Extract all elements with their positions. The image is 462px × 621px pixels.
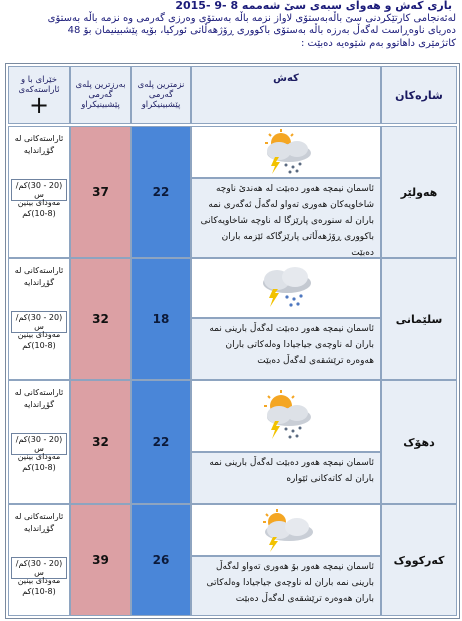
wind-state: ئاراستەکانی لە گۆڕاندایە <box>14 134 64 155</box>
min-temp-cell: 22 <box>131 126 191 258</box>
forecast-intro-line: لەئەنجامی کارتێکردنی سێ باڵەبەستۆی لاواز نزمە باڵە بەستۆی وەرزی گەرمی وە نزمە باڵە بەستۆی <box>47 12 456 24</box>
forecast-intro-line: دەریای ناوەڕاست لەگەڵ بەرزە باڵە بەستۆی باکووری ڕۆژهەڵاتی ئورکیا، بۆیە پێشبینیمان بۆ 48 <box>67 25 456 36</box>
plus-icon: + <box>28 91 50 119</box>
visibility-value: (10-8)کم <box>22 209 56 218</box>
visibility-label: مەودای بینین <box>17 576 61 585</box>
wind-state: ئاراستەکانی لە گۆڕاندایە <box>14 388 64 409</box>
visibility-label: مەودای بینین <box>17 452 61 461</box>
wind-speed: (20 - 30)کم/س <box>11 311 67 333</box>
max-temp-cell: 32 <box>70 380 131 504</box>
wind-cell <box>8 504 70 616</box>
wind-cell <box>8 380 70 504</box>
condition-description: ئاسمان نیمچە هەور دەبێت لە هەندێ ناوچە شاخاویەکان هەوری تەواو لەگەڵ ئەگەری نمە باران لە سنورەی پارێزگا لە ناوچە شاخاویەکانی باکووری ڕۆژهەڵاتی پارێزگاکە ئێزمە باران دەبێت <box>191 178 381 258</box>
column-header-wind <box>8 66 70 124</box>
sun-cloud-rain-lightning-icon <box>251 390 321 442</box>
min-temp-cell: 22 <box>131 380 191 504</box>
visibility <box>9 575 69 597</box>
forecast-table <box>5 63 460 619</box>
sun-cloud-lightning-icon <box>251 508 321 552</box>
max-temp-cell: 32 <box>70 258 131 380</box>
wind-speed: (20 - 30)کم/س <box>11 433 67 455</box>
min-temp-cell: 26 <box>131 504 191 616</box>
visibility-value: (10-8)کم <box>22 463 56 472</box>
wind-cell <box>8 126 70 258</box>
min-temp-cell: 18 <box>131 258 191 380</box>
visibility <box>9 451 69 473</box>
visibility-value: (10-8)کم <box>22 587 56 596</box>
city-cell: دهۆک <box>381 380 457 504</box>
visibility-label: مەودای بینین <box>17 330 61 339</box>
visibility-label: مەودای بینین <box>17 198 61 207</box>
wind-speed: (20 - 30)کم/س <box>11 557 67 579</box>
max-temp-cell: 37 <box>70 126 131 258</box>
column-header-condition: کەش <box>191 66 381 124</box>
condition-description: ئاسمان نیمچە هەور دەبێت لەگەڵ بارینی نمە باران لە ناوچەی جیاجیادا وەلەکاتی باران هەوەرە ترێشقەی لەگەڵ دەبێت <box>191 318 381 380</box>
weather-icon-cell <box>191 126 381 178</box>
city-cell: هەولێر <box>381 126 457 258</box>
cloud-rain-lightning-icon <box>251 263 321 313</box>
weather-icon-cell <box>191 258 381 318</box>
wind-state: ئاراستەکانی لە گۆڕاندایە <box>14 266 64 287</box>
visibility-value: (10-8)کم <box>22 341 56 350</box>
column-header-min-temp: نزمترین پلەی گەرمی پێشبینیکراو <box>131 66 191 124</box>
city-cell: کەرکووک <box>381 504 457 616</box>
forecast-intro-line: کاتژمێری داهاتوو بەم شێوەیە دەبێت : <box>300 37 456 49</box>
max-temp-cell: 39 <box>70 504 131 616</box>
wind-state: ئاراستەکانی لە گۆڕاندایە <box>14 512 64 533</box>
city-cell: سلێمانی <box>381 258 457 380</box>
column-header-wind-label: خێرای با و ئاراستەکەی <box>18 75 60 95</box>
column-header-max-temp: بەرزترین پلەی گەرمی پێشبینیکراو <box>70 66 131 124</box>
sun-cloud-rain-lightning-icon <box>251 129 321 175</box>
condition-description: ئاسمان نیمچە هەور بۆ هەوری تەواو لەگەڵ بارینی نمە باران لە ناوچەی جیاجیادا وەلەکاتی باران هەوەرە ترێشقەی لەگەڵ دەبێت <box>191 556 381 616</box>
forecast-header <box>0 0 462 62</box>
column-header-city: شارەکان <box>381 66 457 124</box>
weather-icon-cell <box>191 380 381 452</box>
wind-cell <box>8 258 70 380</box>
condition-description: ئاسمان نیمچە هەور دەبێت لەگەڵ بارینی نمە باران لە کاتەکانی ئێوارە <box>191 452 381 504</box>
weather-icon-cell <box>191 504 381 556</box>
visibility <box>9 329 69 351</box>
wind-speed: (20 - 30)کم/س <box>11 179 67 201</box>
forecast-title: باری کەش و هەوای سبەی سێ شەممە 8 -9 -2015 <box>175 0 452 12</box>
visibility <box>9 197 69 219</box>
